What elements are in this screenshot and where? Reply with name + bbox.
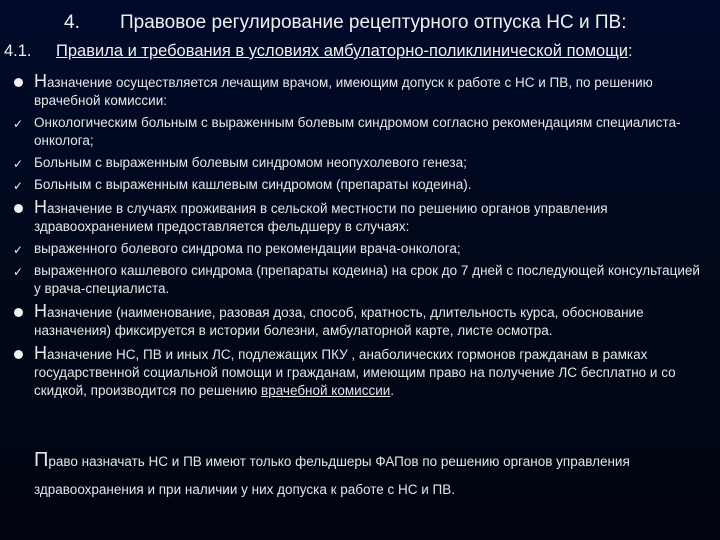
final-text: раво назначать НС и ПВ имеют только фельдшеры ФАПов по решению органов управления здравоохранения и при наличии у них допуска к работе с НС и ПВ. [34, 454, 630, 497]
list-item [10, 176, 710, 194]
item-capital: Н [34, 71, 47, 91]
bullet-icon [10, 303, 26, 322]
item-text: Больным с выраженным кашлевым синдромом (препараты кодеина). [34, 177, 472, 192]
list-item [10, 72, 710, 110]
list-item [10, 302, 710, 340]
item-text: Онкологическим больным с выраженным болевым синдромом согласно рекомендациям специалиста-онколога; [34, 115, 681, 148]
checkmark-icon: ✓ [12, 157, 24, 171]
subtitle-text: Правила и требования в условиях амбулаторно-поликлинической помощи [56, 42, 629, 60]
section-subtitle [4, 42, 720, 61]
title-text: Правовое регулирование рецептурного отпуска НС и ПВ: [120, 12, 627, 33]
item-text: выраженного кашлевого синдрома (препараты кодеина) на срок до 7 дней с последующей консультацией у врача-специалиста. [34, 263, 700, 296]
list-item [10, 198, 710, 236]
rules-list [10, 72, 710, 404]
item-capital: Н [34, 197, 47, 217]
list-item [10, 114, 710, 150]
title-number: 4. [64, 12, 80, 33]
item-capital: Н [34, 301, 47, 321]
checkmark-icon: ✓ [12, 117, 24, 131]
item-text: азначение (наименование, разовая доза, способ, кратность, длительность курса, обоснование назначения) фиксируется в истории болезни, амбулаторной карте, листе осмотра. [34, 305, 644, 338]
slide-title [64, 12, 626, 34]
item-text: азначение осуществляется лечащим врачом, имеющим допуск к работе с НС и ПВ, по решению врачебной комиссии: [34, 75, 653, 108]
checkmark-icon: ✓ [12, 265, 24, 279]
item-text: азначение НС, ПВ и иных ЛС, подлежащих ПКУ , анаболических гормонов гражданам в рамках государственной социальной помощи и гражданам, имеющим право на получение ЛС бесплатно и со скидкой, производится по решению [34, 347, 676, 398]
item-text: азначение в случаях проживания в сельской местности по решению органов управления здравоохранением предоставляется фельдшеру в случаях: [34, 201, 608, 234]
list-item [10, 262, 710, 298]
bullet-icon [10, 73, 26, 92]
subtitle-suffix: : [628, 42, 633, 60]
subtitle-number: 4.1. [4, 42, 32, 60]
item-tail: . [390, 383, 395, 398]
final-capital: П [34, 449, 49, 471]
item-text: выраженного болевого синдрома по рекомендации врача-онколога; [34, 241, 461, 256]
list-item [10, 154, 710, 172]
item-capital: Н [34, 343, 47, 363]
checkmark-icon: ✓ [12, 243, 24, 257]
item-text: Больным с выраженным болевым синдромом неопухолевого генеза; [34, 155, 467, 170]
bullet-icon [10, 345, 26, 364]
commission-link[interactable]: врачебной комиссии [261, 383, 391, 398]
list-item [10, 344, 710, 400]
bullet-icon [10, 199, 26, 218]
final-note [34, 446, 694, 504]
list-item [10, 240, 710, 258]
checkmark-icon: ✓ [12, 179, 24, 193]
